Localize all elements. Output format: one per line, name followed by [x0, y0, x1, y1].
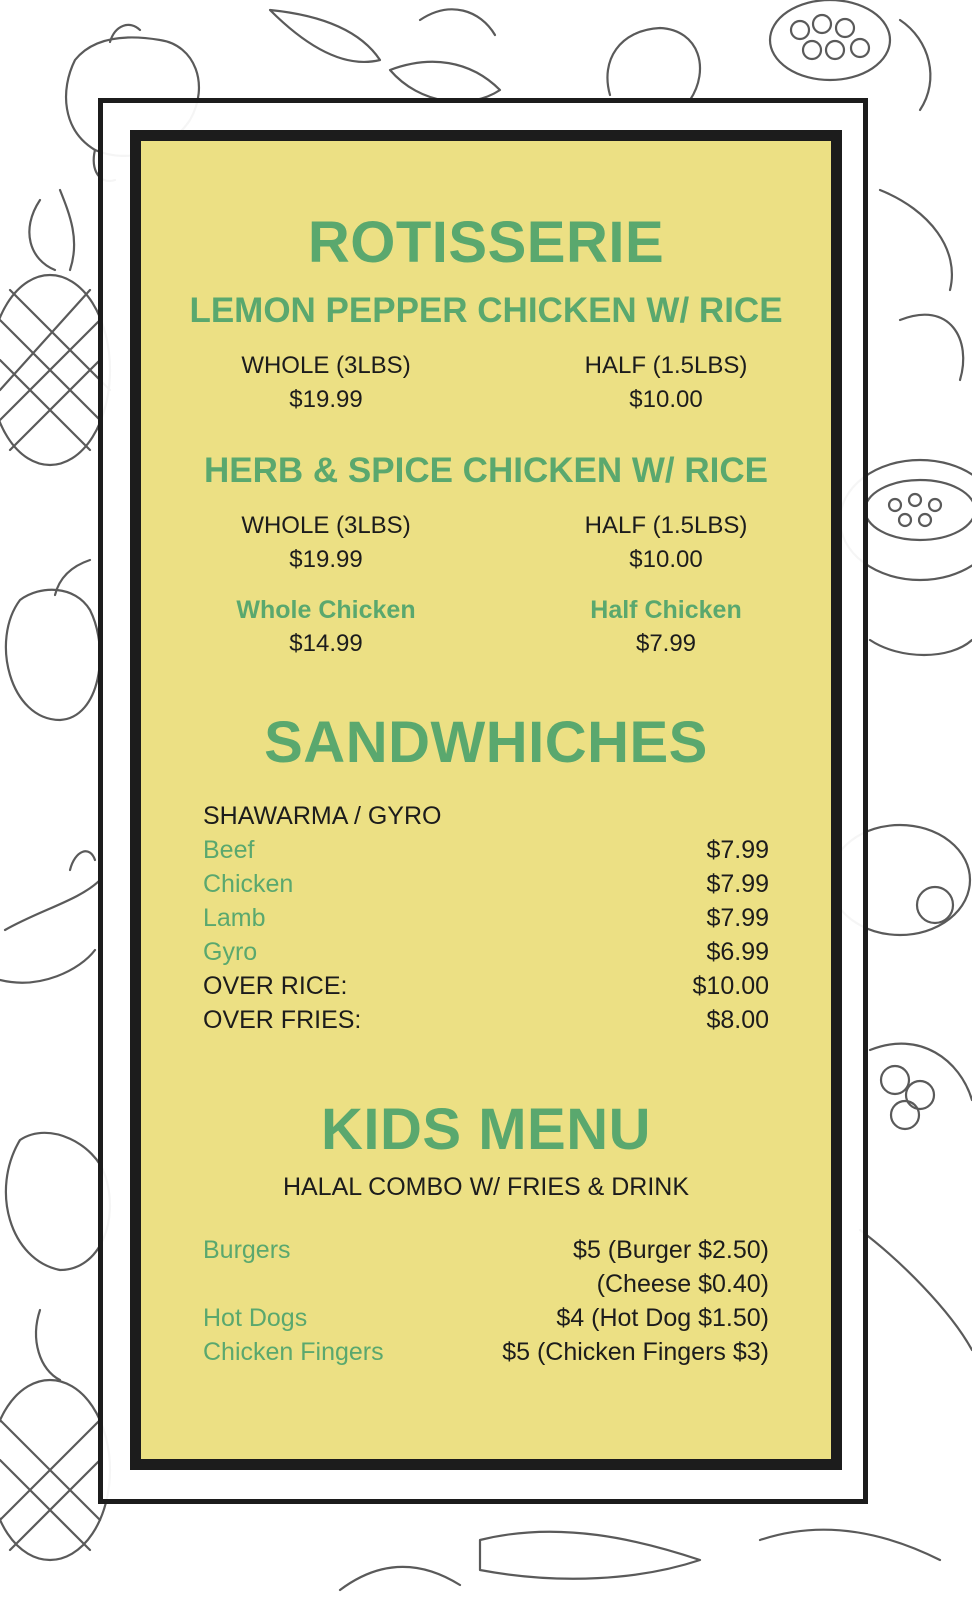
item-name: OVER FRIES: [203, 1006, 362, 1034]
item-price: $5 (Burger $2.50) [573, 1236, 769, 1264]
item-name: Lamb [203, 904, 266, 932]
kids-menu-subtitle: HALAL COMBO W/ FRIES & DRINK [282, 1173, 690, 1201]
item-price: $7.99 [706, 870, 769, 898]
herb-half [516, 509, 816, 577]
list-item [141, 1301, 831, 1335]
item-price: $5 (Chicken Fingers $3) [502, 1338, 769, 1366]
item-name: Gyro [203, 938, 258, 966]
plain-half-label: Half Chicken [590, 596, 742, 624]
rotisserie-title: ROTISSERIE [307, 210, 665, 275]
item-name: Beef [203, 836, 255, 864]
item-price: $7.99 [706, 836, 769, 864]
item-name: Chicken [203, 870, 294, 898]
item-price: $7.99 [706, 904, 769, 932]
list-item [141, 969, 831, 1003]
lemon-whole-label: WHOLE (3LBS) [241, 352, 411, 379]
herb-whole [176, 509, 476, 577]
item-name: Burgers [203, 1236, 291, 1264]
list-item [141, 1233, 831, 1267]
item-price: $8.00 [706, 1006, 769, 1034]
plain-whole-label: Whole Chicken [236, 596, 416, 624]
lemon-pepper-title: LEMON PEPPER CHICKEN W/ RICE [189, 291, 783, 330]
plain-half [516, 593, 816, 661]
lemon-half-price: $10.00 [629, 386, 703, 413]
list-item [141, 1003, 831, 1037]
item-name: Chicken Fingers [203, 1338, 384, 1366]
lemon-whole-price: $19.99 [289, 386, 363, 413]
item-name: OVER RICE: [203, 972, 348, 1000]
menu-panel [130, 130, 842, 1470]
item-price: $6.99 [706, 938, 769, 966]
sandwiches-subtitle [141, 799, 831, 833]
lemon-half-label: HALF (1.5LBS) [584, 352, 748, 379]
item-price: $10.00 [692, 972, 769, 1000]
list-item [141, 867, 831, 901]
item-price: $4 (Hot Dog $1.50) [556, 1304, 769, 1332]
herb-whole-price: $19.99 [289, 546, 363, 573]
herb-whole-label: WHOLE (3LBS) [241, 512, 411, 539]
sandwiches-subtitle-text: SHAWARMA / GYRO [203, 802, 442, 830]
list-item [141, 1335, 831, 1369]
item-name: Hot Dogs [203, 1304, 308, 1332]
lemon-whole [176, 349, 476, 417]
list-item [141, 833, 831, 867]
plain-whole [176, 593, 476, 661]
plain-half-price: $7.99 [635, 630, 697, 657]
list-item [141, 935, 831, 969]
plain-whole-price: $14.99 [289, 630, 363, 657]
sandwiches-title: SANDWHICHES [264, 710, 708, 775]
item-price: (Cheese $0.40) [596, 1270, 769, 1298]
list-item [141, 901, 831, 935]
lemon-half [516, 349, 816, 417]
list-item [141, 1267, 831, 1301]
kids-menu-title: KIDS MENU [321, 1097, 651, 1162]
herb-half-price: $10.00 [629, 546, 703, 573]
herb-spice-title: HERB & SPICE CHICKEN W/ RICE [204, 451, 768, 490]
herb-half-label: HALF (1.5LBS) [584, 512, 748, 539]
